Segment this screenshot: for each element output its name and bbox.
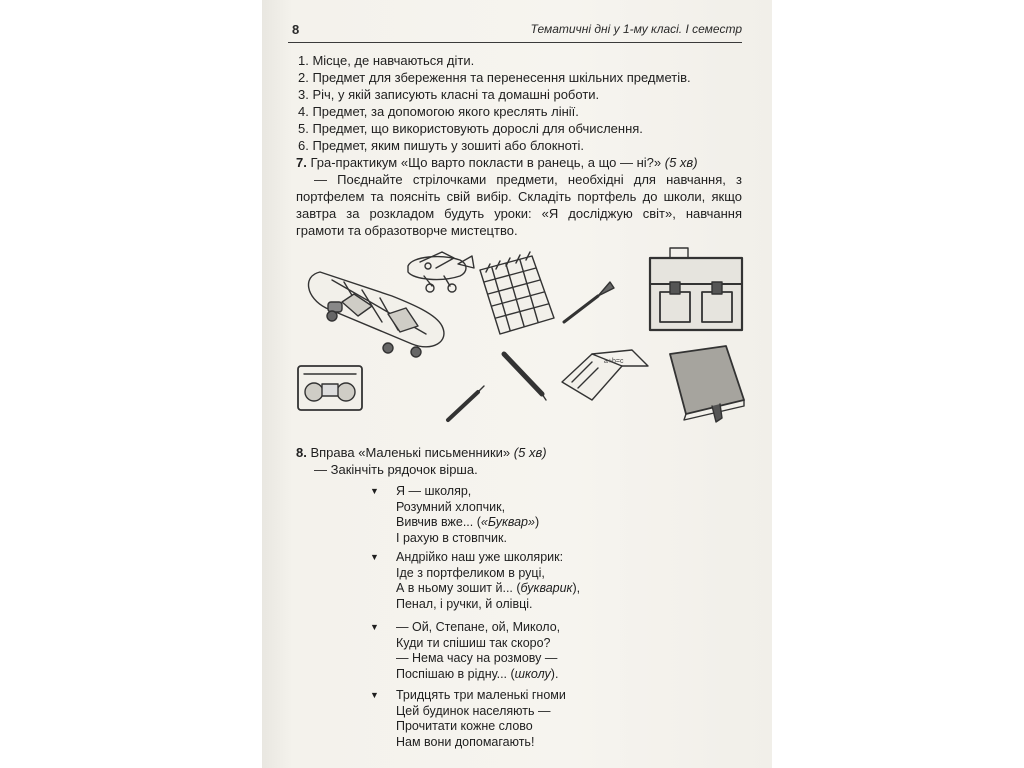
exercise-8-title: Вправа «Маленькі письменники» [306, 445, 514, 460]
exercise-7-body: — Поєднайте стрілочками предмети, необхідні для навчання, з портфелем та поясніть свій вибір. Складіть портфель до школи, якщо завтра за розкладом будуть уроки: «Я досліджую світ», навчання грамоти та образотворче мистецтво. [296, 172, 742, 238]
poem-line: Розумний хлопчик, [396, 499, 506, 514]
running-head: Тематичні дні у 1-му класі. I семестр [530, 22, 742, 36]
poem-line: Пенал, і ручки, й олівці. [396, 596, 533, 611]
list-item: 4. Предмет, за допомогою якого креслять лінії. [298, 104, 579, 119]
poem-line: Тридцять три маленькі гноми [396, 688, 566, 702]
page-header [288, 18, 742, 43]
bullet-icon: ▼ [370, 622, 379, 632]
poem-4 [370, 688, 670, 750]
paintbrush-icon [564, 282, 614, 322]
exercise-7-number: 7. [296, 155, 307, 170]
poem-line: Вивчив вже... («Буквар») [396, 515, 540, 530]
list-item: 1. Місце, де навчаються діти. [298, 53, 475, 68]
list-item: 2. Предмет для збереження та перенесення шкільних предметів. [298, 70, 691, 85]
exercise-7-title: Гра-практикум «Що варто покласти в ранець, а що — ні?» [306, 155, 665, 170]
poem-2 [370, 550, 670, 612]
poem-3 [370, 620, 670, 682]
open-book-icon [562, 350, 648, 400]
poem-1 [370, 484, 670, 546]
poem-line: Поспішаю в рідну... (школу). [396, 666, 559, 681]
bullet-icon: ▼ [370, 486, 379, 496]
briefcase-icon [650, 248, 742, 330]
poem-line: І рахую в стовпчик. [396, 530, 507, 545]
poem-line: Андрійко наш уже школярик: [396, 550, 564, 564]
exercise-7-duration: (5 хв) [664, 155, 698, 170]
poem-line: Я — школяр, [396, 484, 472, 498]
poem-line: А в ньому зошит й... (букварик), [396, 581, 581, 596]
list-item: 6. Предмет, яким пишуть у зошиті або блокноті. [298, 138, 585, 153]
poem-line: Куди ти спішиш так скоро? [396, 635, 551, 650]
radio-icon [298, 366, 362, 410]
riddle-list [298, 52, 738, 154]
exercise-7 [296, 154, 742, 239]
poem-line: Нам вони допомагають! [396, 734, 535, 749]
poem-line: — Нема часу на розмову — [396, 651, 558, 666]
skateboard-icon [309, 272, 444, 357]
list-item: 3. Річ, у якій записують класні та домашні роботи. [298, 87, 600, 102]
exercise-8-heading [296, 444, 736, 461]
poem-line: Прочитати кожне слово [396, 719, 533, 734]
exercise-8 [296, 444, 736, 478]
pencil-icon [448, 386, 484, 420]
book-formula: a+b=c [604, 358, 624, 365]
toy-plane-icon [408, 252, 474, 292]
poem-line: — Ой, Степане, ой, Миколо, [396, 620, 561, 634]
bullet-icon: ▼ [370, 690, 379, 700]
page-number: 8 [292, 22, 300, 37]
poem-line: Цей будинок населяють — [396, 703, 551, 718]
school-items-illustration [292, 242, 752, 432]
pen-icon [504, 354, 546, 400]
notebook-icon [480, 252, 554, 334]
exercise-8-instruction: — Закінчіть рядочок вірша. [314, 462, 478, 477]
exercise-8-number: 8. [296, 445, 307, 460]
poem-line: Іде з портфеликом в руці, [396, 565, 545, 580]
exercise-8-duration: (5 хв) [513, 445, 547, 460]
list-item: 5. Предмет, що використовують дорослі для обчислення. [298, 121, 643, 136]
closed-book-icon [670, 346, 744, 422]
exercise-7-heading [296, 154, 742, 171]
bullet-icon: ▼ [370, 552, 379, 562]
